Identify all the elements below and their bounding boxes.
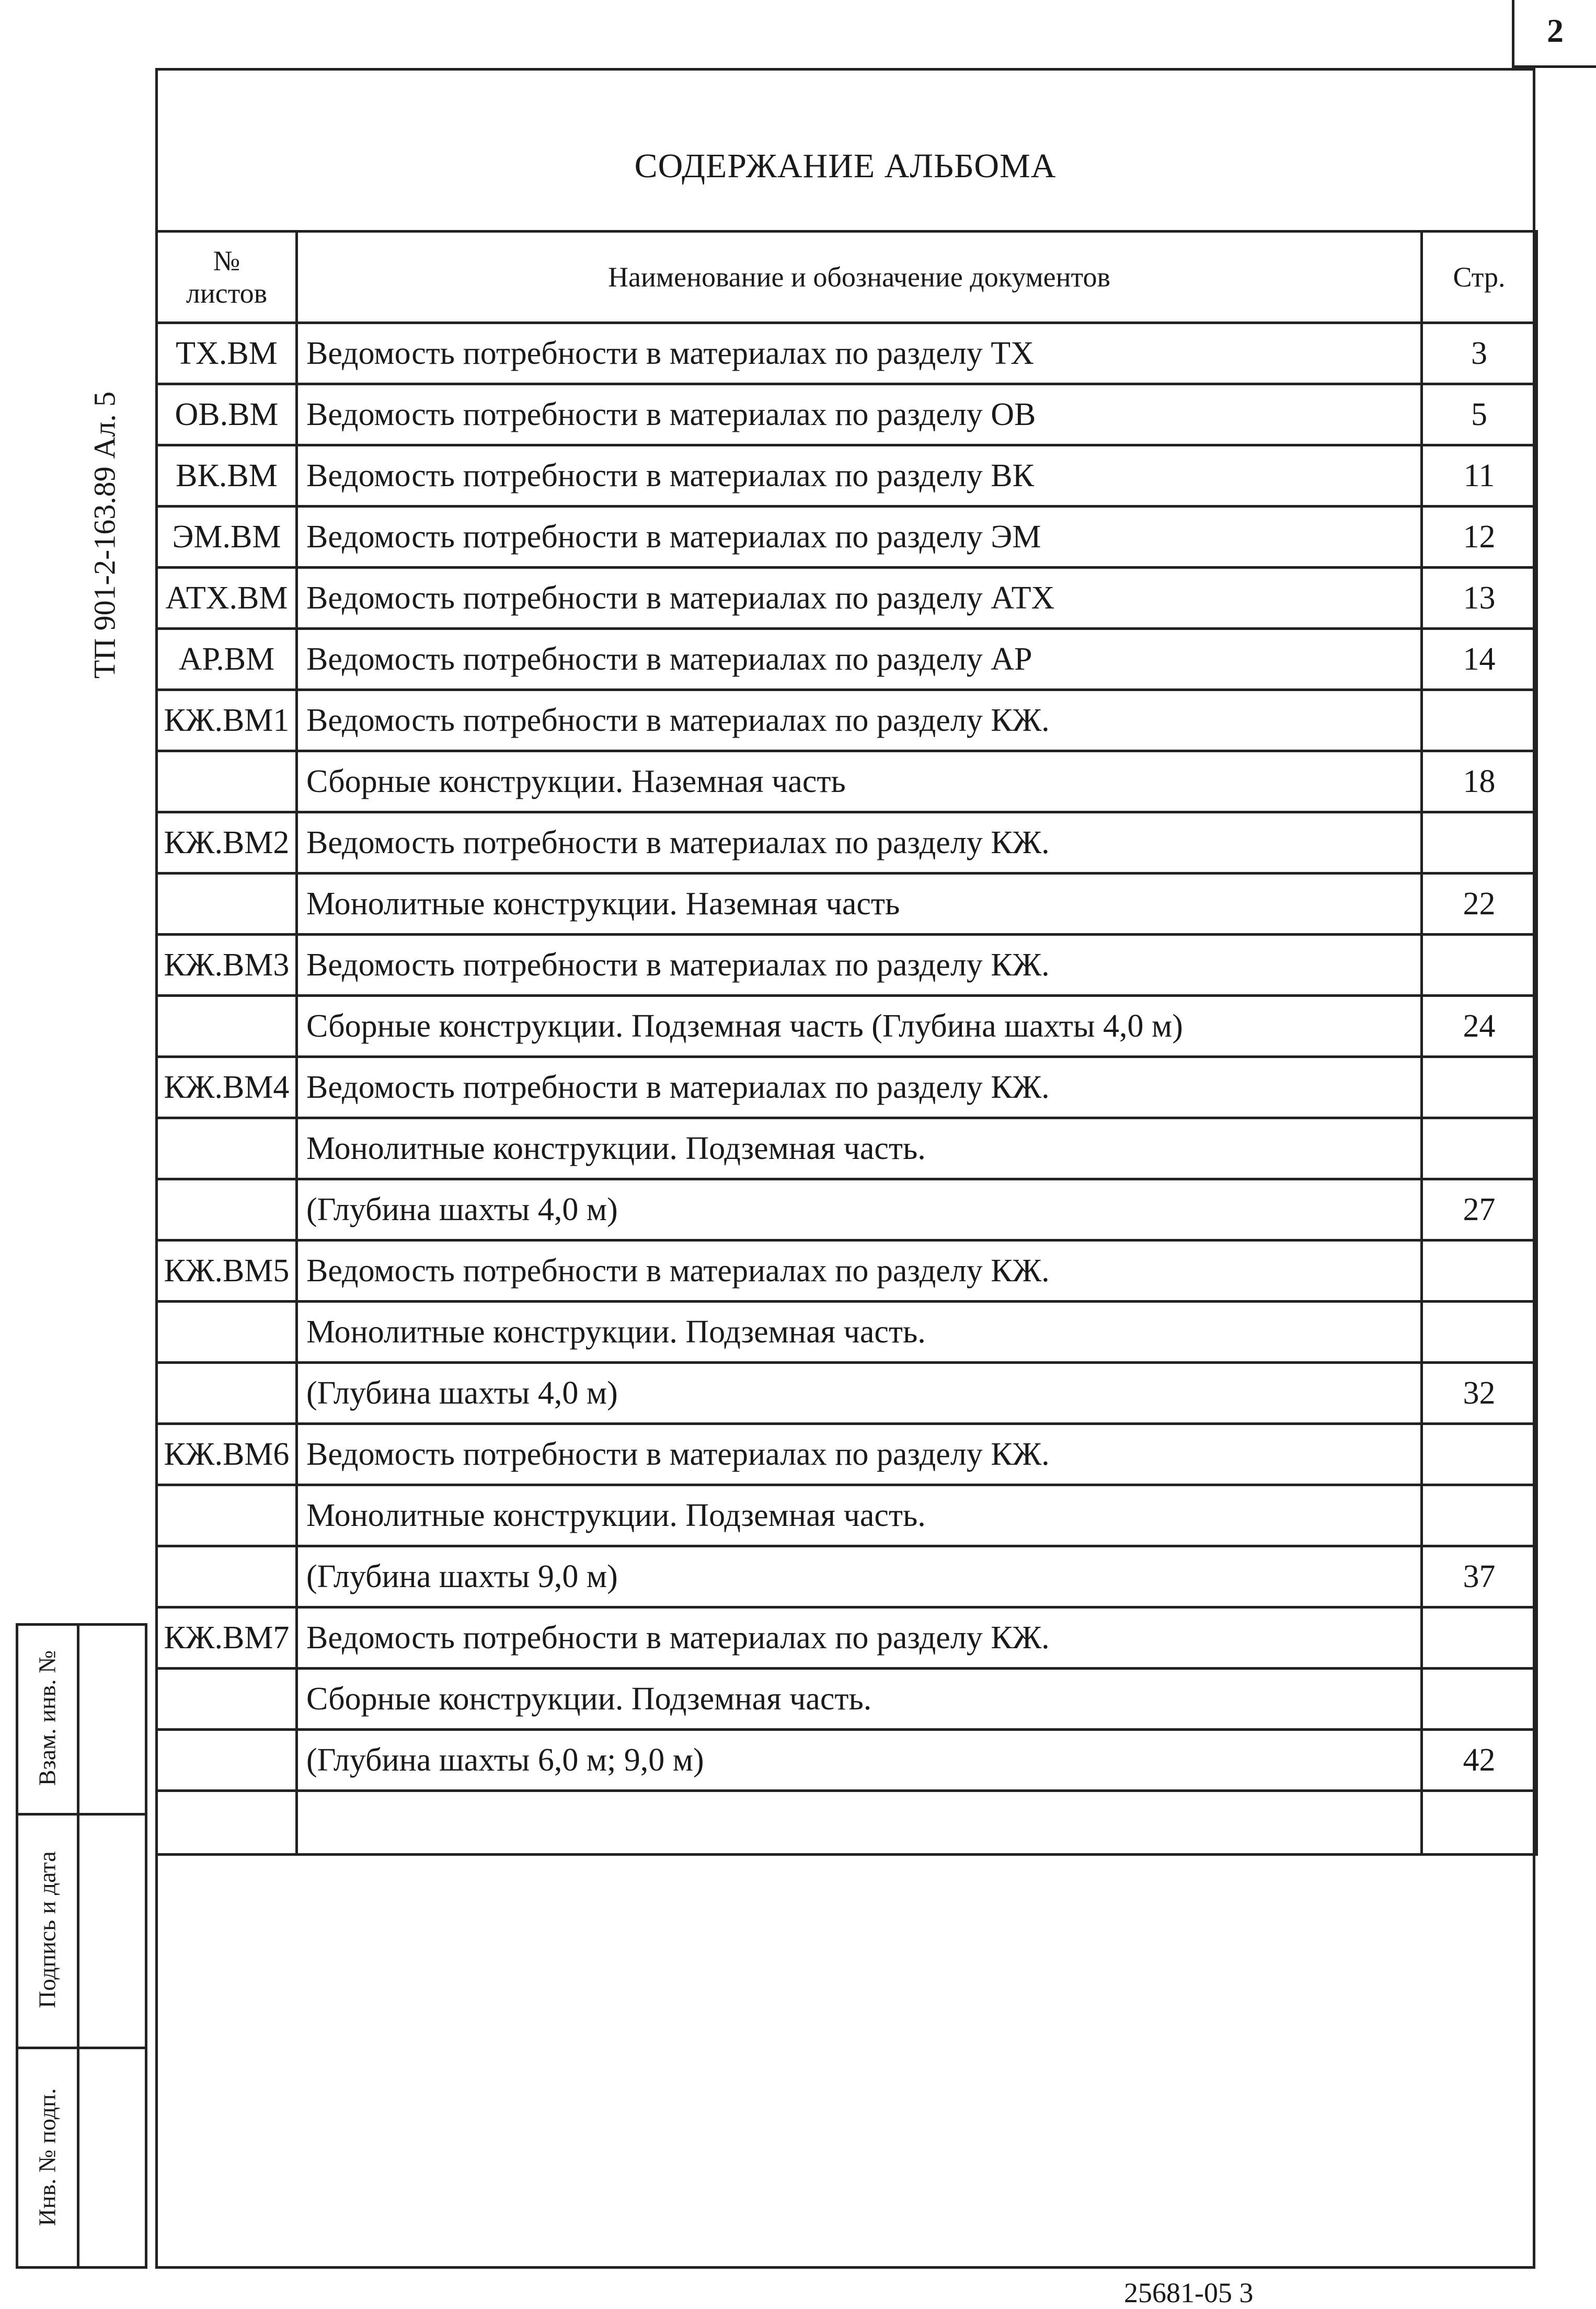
table-row: [157, 1118, 1537, 1179]
table-row: [157, 568, 1537, 629]
document-name-cell: Ведомость потребности в материалах по разделу АТХ: [297, 568, 1422, 629]
page-cell: 42: [1422, 1730, 1537, 1791]
document-name-cell: Ведомость потребности в материалах по разделу ОВ: [297, 384, 1422, 445]
document-name-cell: Монолитные конструкции. Подземная часть.: [297, 1302, 1422, 1363]
sheet-number-cell: [157, 1363, 297, 1424]
page-cell: [1422, 690, 1537, 751]
table-row: [157, 323, 1537, 384]
approval-stamp: [16, 1623, 147, 2269]
page-cell: [1422, 1669, 1537, 1730]
document-name-cell: Ведомость потребности в материалах по разделу ТХ: [297, 323, 1422, 384]
document-name-cell: Монолитные конструкции. Наземная часть: [297, 874, 1422, 935]
document-name-cell: Ведомость потребности в материалах по разделу КЖ.: [297, 1424, 1422, 1485]
header-page: Стр.: [1422, 232, 1537, 323]
sheet-number-cell: ОВ.ВМ: [157, 384, 297, 445]
table-row: [157, 1730, 1537, 1791]
empty-cell: [1422, 1791, 1537, 1855]
table-row: [157, 1057, 1537, 1118]
sheet-number-cell: КЖ.ВМ4: [157, 1057, 297, 1118]
sheet-number-cell: [157, 1485, 297, 1546]
stamp-divider-vertical: [77, 1626, 79, 2266]
sheet-number-cell: [157, 874, 297, 935]
page-cell: [1422, 1485, 1537, 1546]
sheet-number-cell: КЖ.ВМ7: [157, 1607, 297, 1669]
page-cell: 13: [1422, 568, 1537, 629]
contents-table: [155, 230, 1538, 1856]
table-row: [157, 812, 1537, 874]
sheet-number-cell: [157, 1669, 297, 1730]
table-row: [157, 1669, 1537, 1730]
header-sheet-number: № листов: [157, 232, 297, 323]
sheet-number-cell: АР.ВМ: [157, 629, 297, 690]
table-row: [157, 935, 1537, 996]
table-row: [157, 1302, 1537, 1363]
page-cell: [1422, 1118, 1537, 1179]
page-cell: 37: [1422, 1546, 1537, 1607]
document-name-cell: (Глубина шахты 9,0 м): [297, 1546, 1422, 1607]
document-name-cell: Ведомость потребности в материалах по разделу КЖ.: [297, 690, 1422, 751]
table-row: [157, 384, 1537, 445]
header-document-name: Наименование и обозначение документов: [297, 232, 1422, 323]
document-name-cell: Ведомость потребности в материалах по разделу ВК: [297, 445, 1422, 507]
document-name-cell: Ведомость потребности в материалах по разделу КЖ.: [297, 1240, 1422, 1302]
table-row: [157, 445, 1537, 507]
document-name-cell: Ведомость потребности в материалах по разделу КЖ.: [297, 935, 1422, 996]
page-cell: [1422, 1302, 1537, 1363]
stamp-label-signature-date: Подпись и дата: [33, 1851, 61, 2008]
sheet-number-cell: [157, 1302, 297, 1363]
sheet-number-cell: [157, 751, 297, 812]
sheet-number-cell: [157, 1118, 297, 1179]
table-row: [157, 1607, 1537, 1669]
page-cell: 32: [1422, 1363, 1537, 1424]
stamp-label-original-inventory: Инв. № подп.: [33, 2088, 61, 2226]
sheet-number-cell: [157, 1546, 297, 1607]
document-name-cell: Ведомость потребности в материалах по разделу АР: [297, 629, 1422, 690]
empty-cell: [297, 1791, 1422, 1855]
page-cell: [1422, 812, 1537, 874]
page-cell: 11: [1422, 445, 1537, 507]
document-name-cell: Монолитные конструкции. Подземная часть.: [297, 1118, 1422, 1179]
table-row: [157, 996, 1537, 1057]
sheet-number-cell: [157, 1179, 297, 1240]
page-cell: 22: [1422, 874, 1537, 935]
table-row: [157, 1240, 1537, 1302]
document-name-cell: Монолитные конструкции. Подземная часть.: [297, 1485, 1422, 1546]
document-name-cell: Ведомость потребности в материалах по разделу КЖ.: [297, 812, 1422, 874]
document-name-cell: Ведомость потребности в материалах по разделу ЭМ: [297, 507, 1422, 568]
table-row: [157, 629, 1537, 690]
table-row: [157, 507, 1537, 568]
page-cell: 24: [1422, 996, 1537, 1057]
sheet-number-cell: КЖ.ВМ3: [157, 935, 297, 996]
sheet-number-cell: ВК.ВМ: [157, 445, 297, 507]
document-name-cell: (Глубина шахты 4,0 м): [297, 1179, 1422, 1240]
sheet-number-cell: ТХ.ВМ: [157, 323, 297, 384]
page-number: 2: [1547, 12, 1564, 49]
footer-code: 25681-05 3: [1124, 2277, 1254, 2308]
table-row: [157, 874, 1537, 935]
document-name-cell: Сборные конструкции. Наземная часть: [297, 751, 1422, 812]
page-cell: 18: [1422, 751, 1537, 812]
page-cell: 27: [1422, 1179, 1537, 1240]
page-cell: [1422, 1607, 1537, 1669]
side-document-code: ТП 901-2-163.89 Ал. 5: [87, 391, 122, 679]
table-row: [157, 1179, 1537, 1240]
table-row-empty: [157, 1791, 1537, 1855]
table-row: [157, 1485, 1537, 1546]
page-cell: [1422, 1057, 1537, 1118]
sheet-number-cell: КЖ.ВМ1: [157, 690, 297, 751]
stamp-divider: [18, 2047, 145, 2049]
table-row: [157, 1546, 1537, 1607]
table-row: [157, 690, 1537, 751]
document-name-cell: Сборные конструкции. Подземная часть (Глубина шахты 4,0 м): [297, 996, 1422, 1057]
table-row: [157, 1424, 1537, 1485]
contents-table-body: [157, 323, 1537, 1855]
sheet-number-cell: [157, 1730, 297, 1791]
page-cell: 3: [1422, 323, 1537, 384]
page-cell: 5: [1422, 384, 1537, 445]
table-header-row: [157, 232, 1537, 323]
document-name-cell: Сборные конструкции. Подземная часть.: [297, 1669, 1422, 1730]
stamp-label-replacement-inventory: Взам. инв. №: [33, 1650, 61, 1786]
table-row: [157, 1363, 1537, 1424]
page-cell: [1422, 1240, 1537, 1302]
sheet-number-cell: КЖ.ВМ6: [157, 1424, 297, 1485]
document-name-cell: (Глубина шахты 4,0 м): [297, 1363, 1422, 1424]
sheet-number-cell: [157, 996, 297, 1057]
sheet-number-cell: АТХ.ВМ: [157, 568, 297, 629]
page-number-box: [1512, 0, 1596, 68]
document-name-cell: Ведомость потребности в материалах по разделу КЖ.: [297, 1607, 1422, 1669]
page-title: СОДЕРЖАНИЕ АЛЬБОМА: [634, 147, 1057, 185]
sheet-number-cell: ЭМ.ВМ: [157, 507, 297, 568]
empty-cell: [157, 1791, 297, 1855]
document-name-cell: (Глубина шахты 6,0 м; 9,0 м): [297, 1730, 1422, 1791]
table-row: [157, 751, 1537, 812]
page-cell: 14: [1422, 629, 1537, 690]
sheet-number-cell: КЖ.ВМ2: [157, 812, 297, 874]
stamp-divider: [18, 1813, 145, 1816]
page-cell: [1422, 1424, 1537, 1485]
document-name-cell: Ведомость потребности в материалах по разделу КЖ.: [297, 1057, 1422, 1118]
page-cell: [1422, 935, 1537, 996]
page-cell: 12: [1422, 507, 1537, 568]
sheet-number-cell: КЖ.ВМ5: [157, 1240, 297, 1302]
